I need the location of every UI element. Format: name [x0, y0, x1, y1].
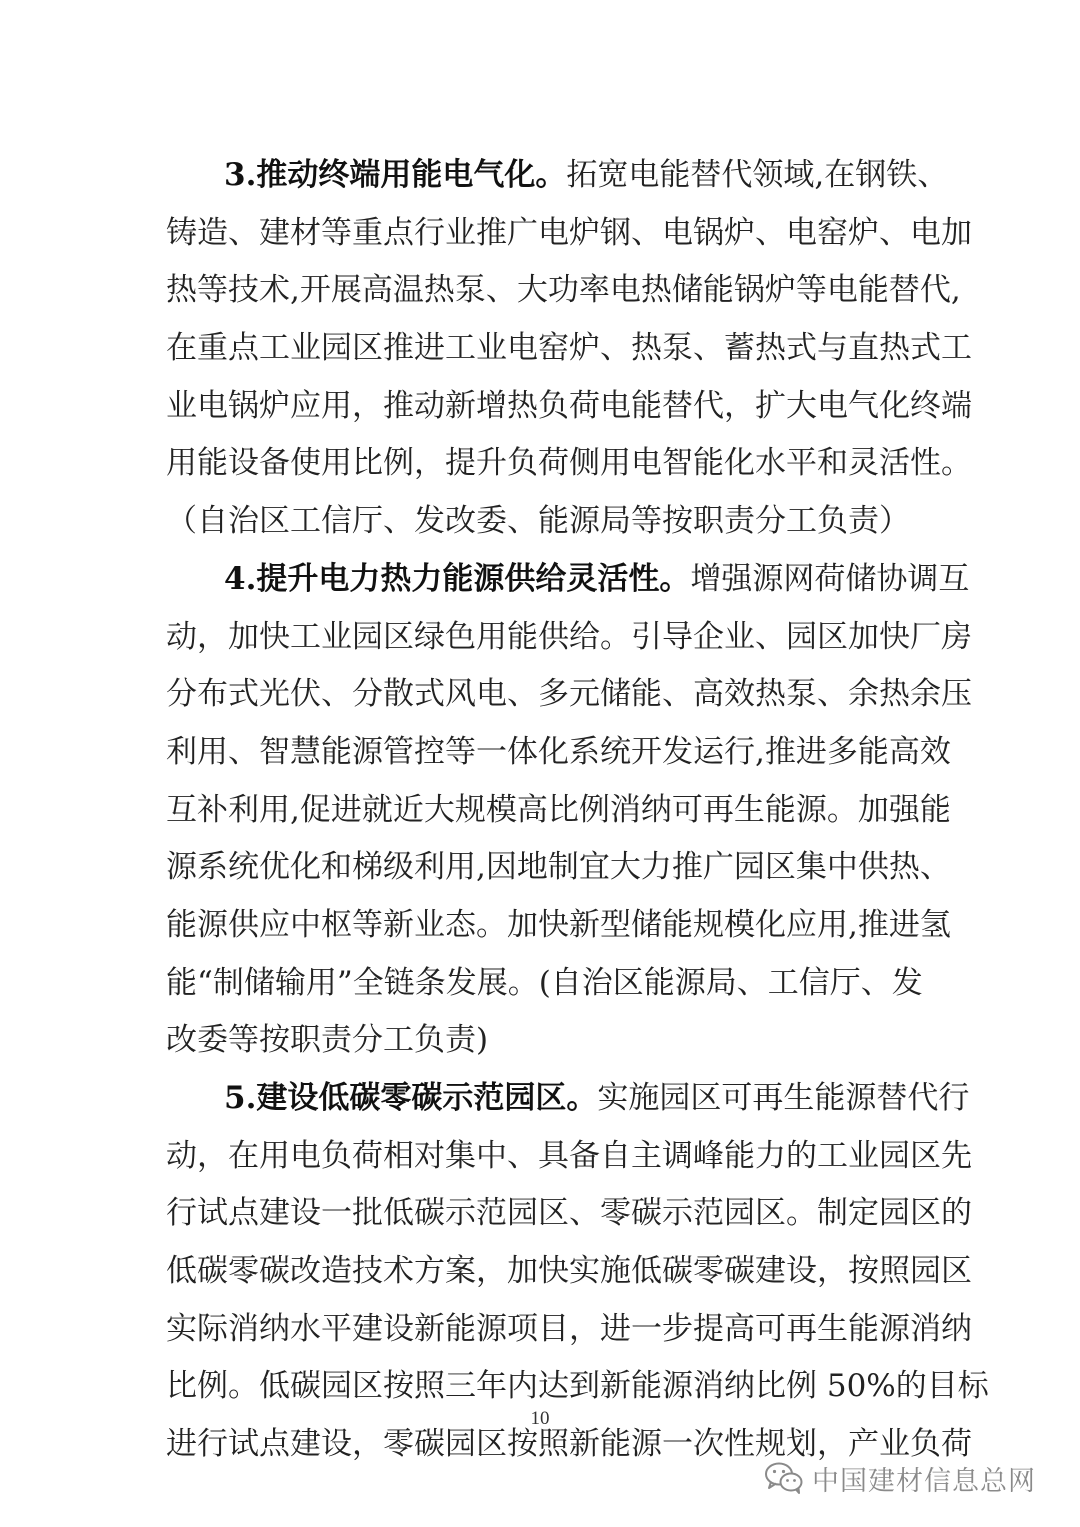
text-line	[166, 435, 972, 493]
paragraph	[166, 551, 972, 1070]
text-line	[166, 724, 951, 782]
line-text: 比例。低碳园区按照三年内达到新能源消纳比例 50%的目标	[166, 1368, 989, 1405]
text-line	[166, 551, 970, 609]
text-line	[166, 378, 972, 436]
text-line	[166, 666, 972, 724]
line-text: 用能设备使用比例，提升负荷侧用电智能化水平和灵活性。	[166, 445, 972, 482]
line-text: 实施园区可再生能源替代行	[597, 1080, 970, 1116]
section-heading: 4.提升电力热力能源供给灵活性。	[224, 560, 691, 597]
paragraph	[166, 147, 972, 551]
line-text: 拓宽电能替代领域,在钢铁、	[566, 157, 949, 193]
text-line	[166, 147, 949, 205]
line-text: （自治区工信厅、发改委、能源局等按职责分工负责）	[166, 503, 910, 540]
section-heading: 3.推动终端用能电气化。	[224, 157, 567, 193]
line-text: 在重点工业园区推进工业电窑炉、热泵、蓄热式与直热式工	[166, 330, 972, 367]
line-text: 源系统优化和梯级利用,因地制宜大力推广园区集中供热、	[166, 849, 951, 886]
line-text: 利用、智慧能源管控等一体化系统开发运行,推进多能高效	[166, 733, 951, 770]
line-text: 动，在用电负荷相对集中、具备自主调峰能力的工业园区先	[166, 1137, 972, 1174]
wechat-icon	[764, 1461, 804, 1495]
text-line	[166, 493, 918, 551]
text-line	[166, 1012, 918, 1070]
line-text: 互补利用,促进就近大规模高比例消纳可再生能源。加强能	[166, 791, 951, 828]
text-line	[166, 320, 972, 378]
line-text: 能“制储输用”全链条发展。(自治区能源局、工信厅、发	[166, 964, 923, 1001]
line-text: 改委等按职责分工负责)	[166, 1022, 489, 1059]
document-body	[166, 147, 989, 1474]
page-number: 10	[530, 1408, 550, 1429]
line-text: 增强源网荷储协调互	[690, 560, 970, 597]
text-line	[166, 1243, 972, 1301]
line-text: 实际消纳水平建设新能源项目，进一步提高可再生能源消纳	[166, 1310, 972, 1347]
line-text: 分布式光伏、分散式风电、多元储能、高效热泵、余热余压	[166, 676, 972, 713]
watermark-text: 中国建材信息总网	[812, 1465, 1036, 1497]
watermark	[764, 1456, 1036, 1500]
line-text: 业电锅炉应用，推动新增热负荷电能替代，扩大电气化终端	[166, 387, 972, 424]
line-text: 能源供应中枢等新业态。加快新型储能规模化应用,推进氢	[166, 906, 951, 943]
section-heading: 5.建设低碳零碳示范园区。	[224, 1080, 598, 1116]
text-line	[166, 839, 951, 897]
line-text: 低碳零碳改造技术方案，加快实施低碳零碳建设，按照园区	[166, 1253, 972, 1290]
line-text: 进行试点建设，零碳园区按照新能源一次性规划，产业负荷	[166, 1426, 972, 1463]
text-line	[166, 782, 951, 840]
text-line	[166, 1128, 972, 1186]
line-text: 热等技术,开展高温热泵、大功率电热储能锅炉等电能替代,	[166, 272, 961, 309]
text-line	[166, 955, 923, 1013]
text-line	[166, 1070, 970, 1128]
text-line	[166, 262, 961, 320]
line-text: 行试点建设一批低碳示范园区、零碳示范园区。制定园区的	[166, 1195, 972, 1232]
text-line	[166, 1301, 972, 1359]
text-line	[166, 1185, 972, 1243]
line-text: 动，加快工业园区绿色用能供给。引导企业、园区加快厂房	[166, 618, 972, 655]
text-line	[166, 897, 951, 955]
text-line	[166, 609, 972, 667]
text-line	[166, 205, 972, 263]
line-text: 铸造、建材等重点行业推广电炉钢、电锅炉、电窑炉、电加	[166, 214, 972, 251]
